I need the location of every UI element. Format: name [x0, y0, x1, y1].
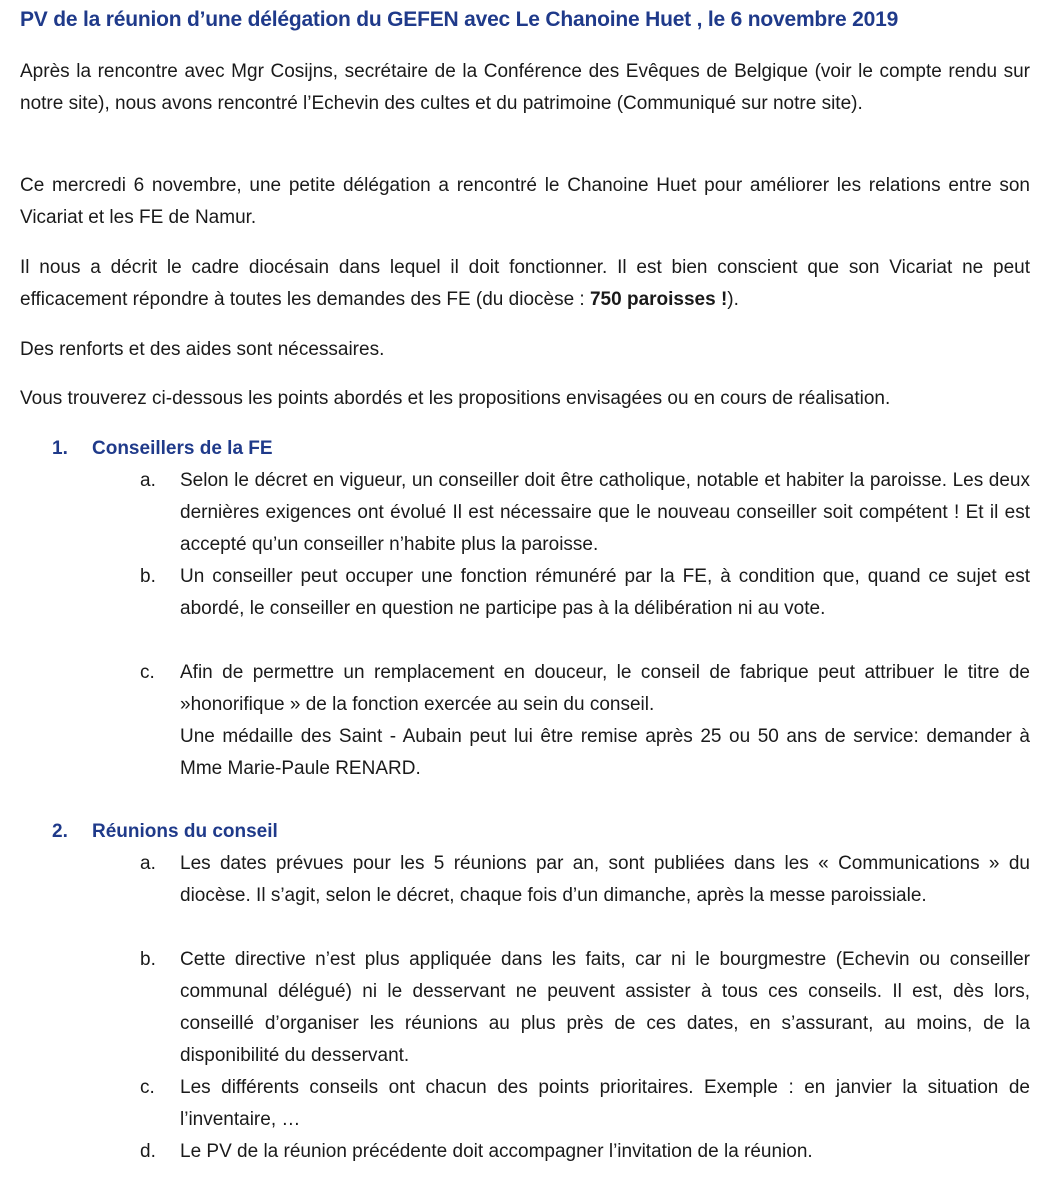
list-item-letter: a.: [140, 470, 156, 491]
list-item-text: Afin de permettre un remplacement en douceur, le conseil de fabrique peut attribuer le titre de »honorifique » de la fonction exercée au sein du conseil.: [180, 662, 1030, 715]
paragraph-reinforcements: Des renforts et des aides sont nécessaires.: [20, 339, 385, 360]
paragraph-meeting: Ce mercredi 6 novembre, une petite délégation a rencontré le Chanoine Huet pour améliorer les relations entre son Vicariat et les FE de Namur.: [20, 175, 1030, 228]
list-item-letter: b.: [140, 949, 156, 970]
list-item-letter: a.: [140, 853, 156, 874]
list-item-letter: b.: [140, 566, 156, 587]
list-item: [140, 657, 1030, 785]
list-item: [140, 1136, 1030, 1168]
list-item-text: Un conseiller peut occuper une fonction rémunéré par la FE, à condition que, quand ce sujet est abordé, le conseiller en question ne participe pas à la délibération ni au vote.: [180, 566, 1030, 619]
list-item: [140, 561, 1030, 625]
paragraph-context: [20, 252, 1030, 316]
section-number: 1.: [52, 438, 68, 459]
section-title: Conseillers de la FE: [92, 438, 273, 459]
list-item: [140, 1072, 1030, 1136]
list-item: [140, 848, 1030, 912]
list-item-text: Les dates prévues pour les 5 réunions par an, sont publiées dans les « Communications » du diocèse. Il s’agit, selon le décret, chaque fois d’un dimanche, après la messe paroissiale.: [180, 853, 1030, 906]
section-title: Réunions du conseil: [92, 821, 278, 842]
list-item-letter: c.: [140, 662, 155, 683]
list-item-text: Selon le décret en vigueur, un conseiller doit être catholique, notable et habiter la paroisse. Les deux dernières exigences ont évolué Il est nécessaire que le nouveau conseiller soit compétent ! Et il est accepté qu’un conseiller n’habite plus la paroisse.: [180, 470, 1030, 555]
paragraph-intro: Après la rencontre avec Mgr Cosijns, secrétaire de la Conférence des Evêques de Belgique (voir le compte rendu sur notre site), nous avons rencontré l’Echevin des cultes et du patrimoine (Communiqué sur notre site).: [20, 61, 1030, 114]
section-number: 2.: [52, 821, 68, 842]
list-item-text-continued: Une médaille des Saint - Aubain peut lui être remise après 25 ou 50 ans de service: demander à Mme Marie-Paule RENARD.: [180, 726, 1030, 779]
list-item-letter: d.: [140, 1141, 156, 1162]
paragraph-context-text: Il nous a décrit le cadre diocésain dans lequel il doit fonctionner. Il est bien conscient que son Vicariat ne peut efficacement répondre à toutes les demandes des FE (du diocèse :: [20, 257, 1030, 310]
list-item-text: Cette directive n’est plus appliquée dans les faits, car ni le bourgmestre (Echevin ou conseiller communal délégué) ni le desservant ne peuvent assister à tous ces conseils. Il est, dès lors, conseillé d’organiser les réunions au plus près de ces dates, en s’assurant, au moins, de la disponibilité du desservant.: [180, 949, 1030, 1066]
section-heading-1: [52, 433, 952, 465]
list-item-text: Le PV de la réunion précédente doit accompagner l’invitation de la réunion.: [180, 1141, 813, 1162]
list-item-text: Les différents conseils ont chacun des points prioritaires. Exemple : en janvier la situation de l’inventaire, …: [180, 1077, 1030, 1130]
list-item: [140, 465, 1030, 561]
section-heading-2: [52, 816, 952, 848]
paragraph-context-emphasis: 750 paroisses !: [589, 289, 728, 310]
paragraph-overview: Vous trouverez ci-dessous les points abordés et les propositions envisagées ou en cours de réalisation.: [20, 388, 891, 409]
list-item-letter: c.: [140, 1077, 155, 1098]
document-title: PV de la réunion d’une délégation du GEFEN avec Le Chanoine Huet , le 6 novembre 2019: [20, 8, 899, 31]
list-item: [140, 944, 1030, 1072]
paragraph-context-end: ).: [727, 289, 739, 310]
